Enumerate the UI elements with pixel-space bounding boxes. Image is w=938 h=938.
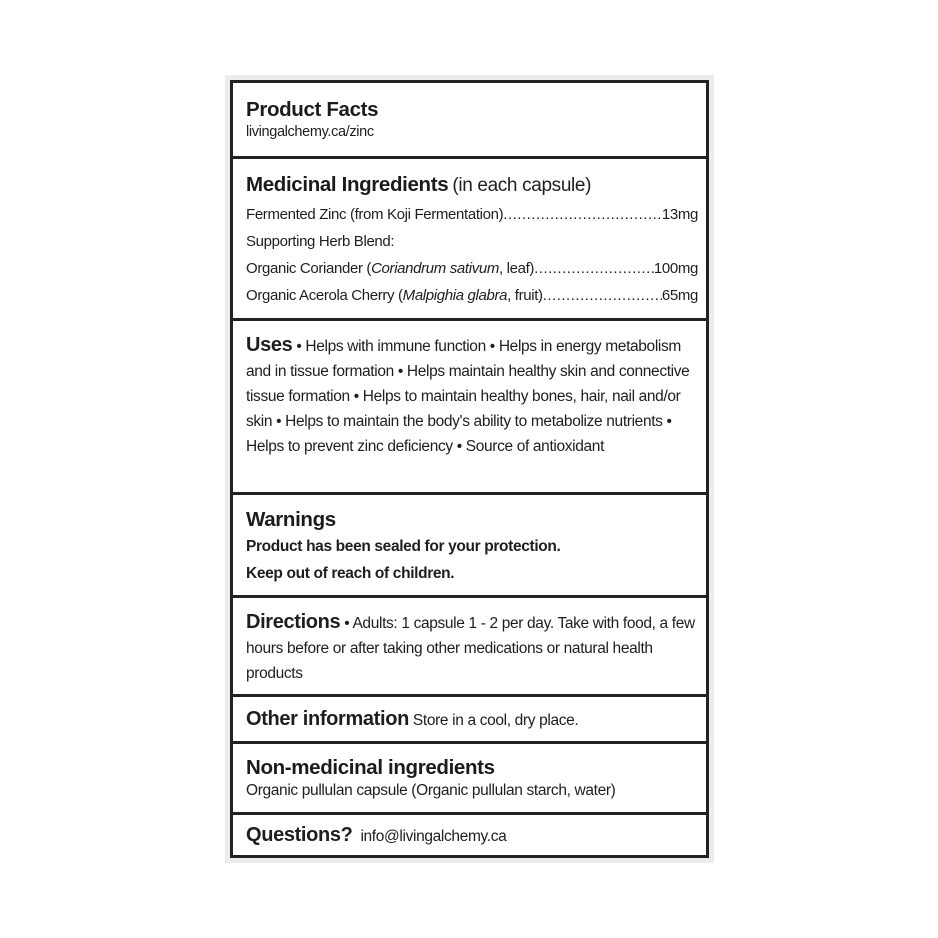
non-medicinal-title: Non-medicinal ingredients	[246, 756, 495, 779]
herb-blend-label	[246, 228, 698, 255]
non-medicinal-text: Organic pullulan capsule (Organic pullulan starch, water)	[246, 782, 616, 799]
warning-line: Keep out of reach of children.	[246, 565, 455, 582]
warnings-title: Warnings	[246, 508, 336, 531]
dot-leader	[534, 255, 654, 282]
product-facts-label	[230, 80, 709, 858]
other-information-title: Other information	[246, 708, 409, 730]
uses-section	[233, 321, 706, 495]
uses-text: • Helps with immune function • Helps in energy metabolism and in tissue formation • Helps maintain healthy skin and connective tissue formation • Helps to maintain healthy bones, hair, nail and/or skin • Helps to maintain the body's ability to metabolize nutrients • Helps to prevent zinc deficiency • Source of antioxidant	[246, 338, 690, 455]
other-information-section	[233, 697, 706, 744]
ingredient-name-part: , leaf)	[499, 260, 535, 277]
ingredient-row-coriander	[246, 255, 698, 282]
other-information-text: Store in a cool, dry place.	[412, 712, 579, 729]
ingredient-row-zinc	[246, 201, 698, 228]
ingredient-amount: 13mg	[661, 206, 698, 223]
non-medicinal-section	[233, 744, 706, 815]
ingredient-name-part: Organic Coriander (	[246, 260, 372, 277]
directions-text-block	[246, 610, 698, 686]
latin-name: Coriandrum sativum	[371, 260, 499, 277]
questions-section	[233, 815, 706, 855]
uses-text-block	[246, 333, 698, 459]
product-facts-section	[233, 83, 706, 159]
warnings-section	[233, 495, 706, 598]
directions-text: • Adults: 1 capsule 1 - 2 per day. Take with food, a few hours before or after taking other medications or natural health products	[246, 615, 695, 682]
latin-name: Malpighia glabra	[402, 287, 508, 304]
other-information-line	[246, 707, 698, 733]
ingredient-name	[246, 282, 543, 309]
ingredient-name-part: Organic Acerola Cherry (	[246, 287, 403, 304]
herb-blend-text: Supporting Herb Blend:	[246, 233, 395, 250]
uses-title: Uses	[246, 334, 293, 356]
questions-title: Questions?	[246, 824, 353, 846]
product-facts-title: Product Facts	[246, 98, 379, 121]
dot-leader	[503, 201, 662, 228]
ingredient-name	[246, 255, 534, 282]
ingredient-amount: 100mg	[653, 260, 698, 277]
questions-line	[246, 823, 698, 849]
ingredient-amount: 65mg	[661, 287, 698, 304]
ingredient-name-part: , fruit)	[507, 287, 543, 304]
medicinal-title: Medicinal Ingredients	[246, 173, 449, 196]
directions-section	[233, 598, 706, 697]
dot-leader	[543, 282, 662, 309]
ingredient-row-acerola	[246, 282, 698, 309]
questions-email[interactable]: info@livingalchemy.ca	[360, 828, 507, 845]
medicinal-ingredients-section	[233, 159, 706, 321]
ingredient-name: Fermented Zinc (from Koji Fermentation)	[246, 206, 504, 223]
medicinal-header	[246, 171, 698, 201]
warning-line: Product has been sealed for your protection.	[246, 538, 561, 555]
directions-title: Directions	[246, 611, 341, 633]
product-url: livingalchemy.ca/zinc	[246, 124, 374, 140]
medicinal-subtitle: (in each capsule)	[452, 175, 592, 196]
